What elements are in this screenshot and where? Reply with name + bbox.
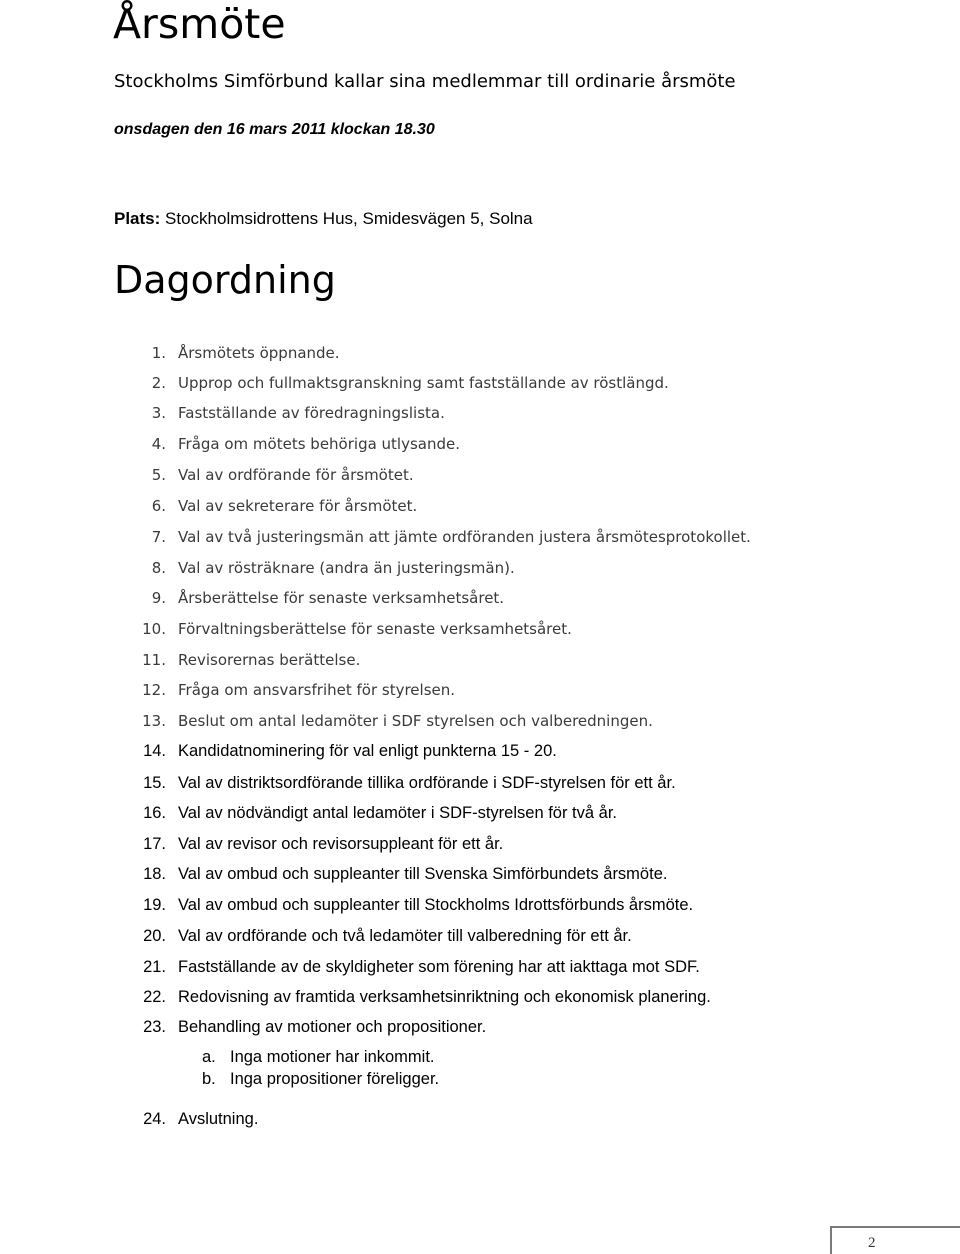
agenda-item-text: Avslutning. (178, 1110, 259, 1128)
agenda-item-text: Fastställande av de skyldigheter som förening har att iakttaga mot SDF. (178, 958, 700, 976)
agenda-item-number: 12. (142, 681, 166, 699)
agenda-item-text: Val av sekreterare för årsmötet. (178, 497, 418, 515)
agenda-item-number: 17. (143, 835, 166, 853)
agenda-item-number: 5. (151, 466, 166, 484)
sub-item-letter: a. (202, 1048, 216, 1066)
page-number-box (830, 1226, 960, 1254)
agenda-item-text: Upprop och fullmaktsgranskning samt fastställande av röstlängd. (178, 374, 669, 392)
agenda-item-text: Val av ombud och suppleanter till Stockholms Idrottsförbunds årsmöte. (178, 896, 694, 914)
agenda-item-number: 18. (143, 865, 166, 883)
sub-item-letter: b. (202, 1070, 216, 1088)
agenda-item-text: Val av två justeringsmän att jämte ordföranden justera årsmötesprotokollet. (178, 528, 751, 546)
agenda-item-number: 23. (143, 1018, 166, 1036)
agenda-item-text: Val av revisor och revisorsuppleant för ett år. (178, 835, 504, 853)
agenda-item-number: 6. (151, 497, 166, 515)
agenda-item-text: Fråga om ansvarsfrihet för styrelsen. (178, 681, 456, 699)
sub-item-text: Inga propositioner föreligger. (230, 1070, 440, 1088)
agenda-item-number: 14. (143, 742, 166, 760)
agenda-item-text: Årsberättelse för senaste verksamhetsåret. (178, 589, 505, 607)
meeting-date: onsdagen den 16 mars 2011 klockan 18.30 (114, 121, 435, 138)
agenda-item-number: 9. (151, 589, 166, 607)
agenda-item-number: 20. (143, 927, 166, 945)
agenda-item-number: 21. (143, 958, 166, 976)
agenda-item-number: 2. (151, 374, 166, 392)
agenda-item-number: 4. (151, 435, 166, 453)
page-number-border-top (830, 1226, 960, 1228)
agenda-item-text: Fastställande av föredragningslista. (178, 404, 445, 422)
agenda-item-text: Årsmötets öppnande. (178, 344, 340, 362)
agenda-item-text: Redovisning av framtida verksamhetsinriktning och ekonomisk planering. (178, 988, 711, 1006)
place-label: Plats: (114, 209, 161, 228)
agenda-item-number: 8. (151, 559, 166, 577)
agenda-item-text: Val av nödvändigt antal ledamöter i SDF-styrelsen för två år. (178, 804, 617, 822)
agenda-item-text: Val av distriktsordförande tillika ordförande i SDF-styrelsen för ett år. (178, 774, 676, 792)
agenda-item-text: Val av ordförande för årsmötet. (178, 466, 414, 484)
agenda-item-number: 3. (151, 404, 166, 422)
agenda-item-text: Förvaltningsberättelse för senaste verksamhetsåret. (178, 620, 572, 638)
agenda-item-text: Fråga om mötets behöriga utlysande. (178, 435, 461, 453)
agenda-item-number: 16. (143, 804, 166, 822)
agenda-item-text: Behandling av motioner och propositioner. (178, 1018, 487, 1036)
agenda-item-text: Kandidatnominering för val enligt punkterna 15 - 20. (178, 742, 557, 760)
agenda-item-number: 19. (143, 896, 166, 914)
agenda-item-number: 13. (142, 712, 166, 730)
agenda-item-number: 15. (143, 774, 166, 792)
agenda-item-text: Beslut om antal ledamöter i SDF styrelsen och valberedningen. (178, 712, 653, 730)
agenda-item-text: Val av ombud och suppleanter till Svenska Simförbundets årsmöte. (178, 865, 668, 883)
invitation-text: Stockholms Simförbund kallar sina medlemmar till ordinarie årsmöte (114, 71, 736, 92)
agenda-item-text: Val av ordförande och två ledamöter till valberedning för ett år. (178, 927, 632, 945)
agenda-item-number: 24. (143, 1110, 166, 1128)
agenda-item-number: 22. (143, 988, 166, 1006)
place-value: Stockholmsidrottens Hus, Smidesvägen 5, Solna (160, 209, 533, 228)
agenda-item-number: 7. (151, 528, 166, 546)
page-number-border-left (830, 1226, 832, 1254)
agenda-item-text: Revisorernas berättelse. (178, 651, 361, 669)
agenda-heading: Dagordning (114, 258, 336, 302)
meeting-place (114, 207, 533, 231)
page-number: 2 (868, 1235, 876, 1251)
agenda-item-text: Val av rösträknare (andra än justeringsmän). (178, 559, 515, 577)
sub-item-text: Inga motioner har inkommit. (230, 1048, 435, 1066)
document-title: Årsmöte (113, 0, 286, 48)
agenda-item-number: 11. (142, 651, 166, 669)
agenda-item-number: 10. (142, 620, 166, 638)
agenda-item-number: 1. (151, 344, 166, 362)
